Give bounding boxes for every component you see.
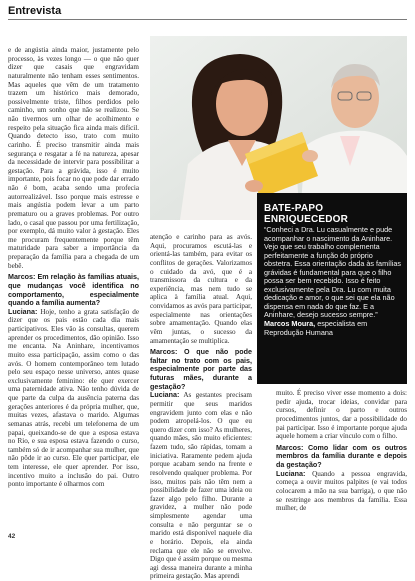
sidebar-signature-role: especialista em Reprodução Humana — [264, 319, 368, 337]
answer-paragraph — [8, 308, 139, 489]
sidebar-quote-text: “Conheci a Dra. Lu casualmente e pude acompanhar o nascimento da Aninhare. Vejo que seu trabalho complementa perfeitamente a função do próprio obstetra. Essa orientação dada às famílias grávidas é fundamental para que o filho possa ser bem recebido. Isso é feito exclusivamente pela Dra. Lu com muita dedicação e amor, o que sei que ela não dispensa em nada do que faz. E a Aninhare, desejo sucesso sempre.” — [264, 225, 402, 320]
sidebar-title: BATE-PAPO ENRIQUECEDOR — [264, 203, 349, 225]
speaker-label: Luciana: — [276, 469, 306, 478]
sidebar-signature: Marcos Moura, — [264, 319, 316, 329]
column-2 — [150, 233, 252, 581]
answer-paragraph — [150, 391, 252, 581]
sidebar-quote — [264, 226, 402, 337]
answer-text: Quando a pessoa engravida, começa a ouvir muitos palpites (e vai todos colocarem a mão na sua barriga), o que não se restringe aos membros da família. Essa mulher, de — [276, 469, 407, 513]
page-number: 42 — [8, 533, 16, 540]
speaker-label: Luciana: — [150, 391, 180, 400]
section-title: Entrevista — [8, 5, 62, 17]
question-marcos: Marcos: Como lidar com os outros membros da família durante e depois da gestação? — [276, 443, 407, 469]
paragraph: e de angústia ainda maior, justamente pelo processo, às vezes longo — o que não quer dizer que casais que engravidam naturalmente não tenham esses sentimentos. Mas aqueles que vêm de um tratamento trazem um histórico mais demorado, possivelmente triste, filhos perdidos pelo caminho, um sonho que não se realizou. Se não tivermos um olhar de acolhimento e respeito pela situação fica ainda mais difícil. Quando detecto isso, trato com muito carinho. É preciso transmitir ainda mais segurança e resgatar a fé na natureza, apesar da necessidade de intervir para possibilitar a gestação. Para a grávida, isso é muito importante, pois focar no que pode dar errado não é bom, acaba sendo uma profecia autorrealizável. Isso porque mais estresse e mais angústia podem levar a um parto prematuro ou a graves problemas. Por outro lado, o casal que passou por uma fertilização, por exemplo, dá muito valor à gestação. Eles me procuram frequentemente porque têm maturidade para saber a importância da preparação da família para a chegada de um bebê. — [8, 46, 139, 270]
paragraph: muito. É preciso viver esse momento a dois: pedir ajuda, trocar ideias, convidar para cursos, definir o parto e outros procedimentos juntos, dar a possibilidade do pai participar. Isso é importante porque ajuda aquele homem a criar vínculo com o filho. — [276, 389, 407, 441]
speaker-label: Luciana: — [8, 307, 38, 316]
column-1 — [8, 46, 139, 529]
paragraph: atenção e carinho para as avós. Aqui, procuramos escutá-las e orientá-las também, para evitar os conflitos de gerações. Valorizamos o cuidado da avó, que é a transmissora da cultura e da experiência, mas nem tudo se aplica à família atual. Aqui, convidamos as avós para participar, especialmente nas orientações sobre amamentação. Quando elas vêm juntas, o sucesso da amamentação se multiplica. — [150, 233, 252, 345]
question-marcos: Marcos: Em relação às famílias atuais, que mudanças você identifica no comportamento, especialmente quando a família aumenta? — [8, 273, 139, 308]
answer-text: Hoje, tenho a grata satisfação de dizer que os pais estão cada dia mais participativos. Eles vão às consultas, querem aprender os procedimentos, dão opinião. Isso me encanta. Na Aninhare, incentivamos muito essa participação, assim como o das avós. O homem contemporâneo tem lutado pelo seu espaço nesse universo, antes quase exclusivamente feminino: ele quer exercer uma paternidade ativa. Não tenho dúvida de que parte da culpa da ausência paterna das gerações anteriores é da própria mulher, que, muitas vezes, afastava o marido. Algumas semanas atrás, recebi um telefonema de um papai, queixando-se de que a esposa estava no Rio, e sua esposa estava fazendo o curso, também só de ir acompanhar sua mulher, que não pôde ir ao curso. Ele quer participar, ele tem interesse, ele quer aprender. Por isso, incentivo muito a inclusão do pai. Outro ponto importante é olharmos com — [8, 307, 139, 489]
question-marcos: Marcos: O que não pode faltar no trato com os pais, especialmente por parte das futuras mães, durante a gestação? — [150, 348, 252, 391]
column-3 — [276, 389, 407, 529]
header-divider — [8, 19, 407, 20]
answer-text: As gestantes precisam permitir que seus maridos engravidem junto com elas e não podem atropelá-los. O que eu quero dizer com isso? As mulheres, quando mães, são muito eficientes: fazem tudo, são rápidas, tomam a iniciativa. Raramente pedem ajuda porque acabam sendo na frente e resolvendo qualquer problema. Por isso, muitos pais não têm nem a possibilidade de fazer uma ideia ou fazer algo pelo filho. Durante a gravidez, a mulher não pode simplesmente agendar uma consulta e não perguntar se o marido está disponível naquele dia e horário. Depois, ela ainda reclama que ele não se envolve. Digo que é assim porque ou mesma agi dessa maneira durante a minha primeira gestação. Mas aprendi — [150, 391, 252, 581]
answer-paragraph — [276, 470, 407, 513]
